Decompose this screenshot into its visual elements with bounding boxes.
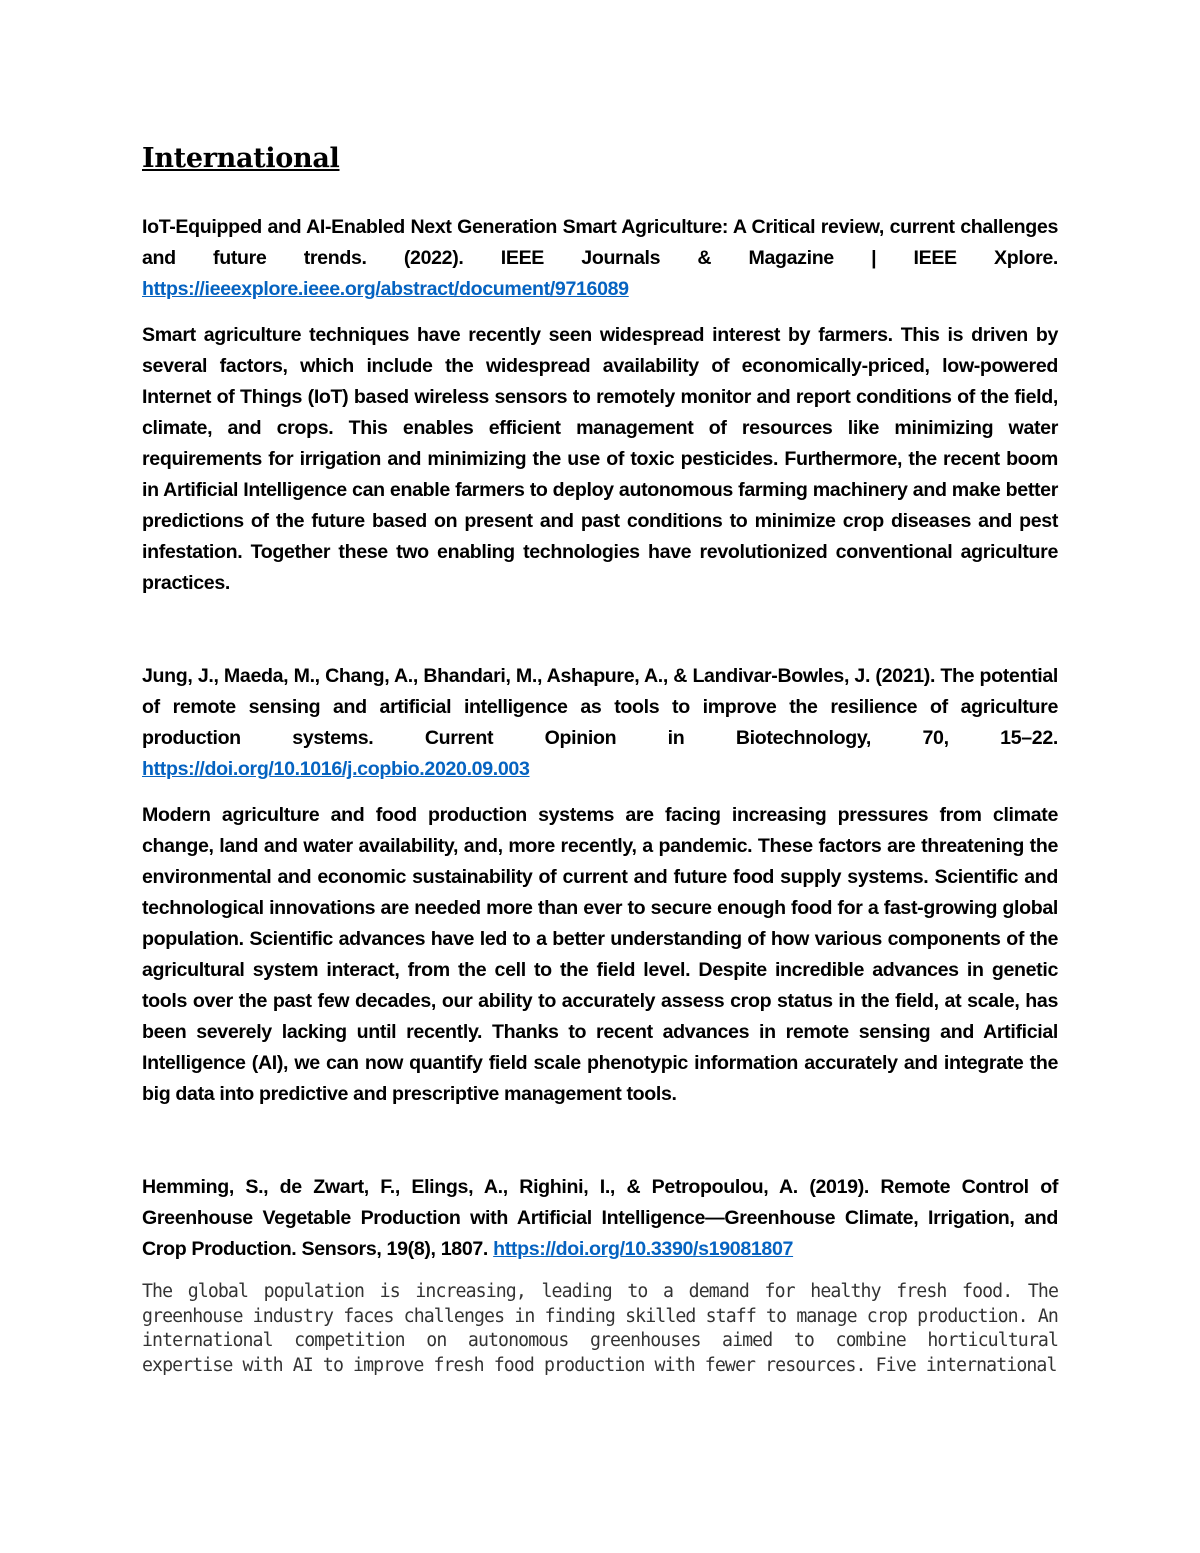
reference-link[interactable]: https://doi.org/10.3390/s19081807: [493, 1238, 794, 1260]
reference-entry-3: [142, 1172, 1058, 1378]
reference-abstract: Modern agriculture and food production systems are facing increasing pressures from climate change, land and water availability, and, more recently, a pandemic. These factors are threatening the environmental and economic sustainability of current and future food supply systems. Scientific and technological innovations are needed more than ever to secure enough food for a fast-growing global population. Scientific advances have led to a better understanding of how various components of the agricultural system interact, from the cell to the field level. Despite incredible advances in genetic tools over the past few decades, our ability to accurately assess crop status in the field, at scale, has been severely lacking until recently. Thanks to recent advances in remote sensing and Artificial Intelligence (AI), we can now quantify field scale phenotypic information accurately and integrate the big data into predictive and prescriptive management tools.: [142, 804, 1058, 1105]
reference-link[interactable]: https://doi.org/10.1016/j.copbio.2020.09.003: [142, 758, 530, 780]
reference-abstract: The global population is increasing, leading to a demand for healthy fresh food. The greenhouse industry faces challenges in finding skilled staff to manage crop production. An international competition on autonomous greenhouses aimed to combine horticultural expertise with AI to improve fresh food production with fewer resources. Five international: [142, 1281, 1058, 1376]
section-heading: International: [142, 143, 340, 174]
reference-entry-2: [142, 661, 1058, 1110]
reference-entry-1: [142, 212, 1058, 599]
reference-citation: [142, 1172, 1058, 1265]
reference-link[interactable]: https://ieeexplore.ieee.org/abstract/document/9716089: [142, 278, 629, 300]
reference-citation: [142, 661, 1058, 785]
reference-abstract: Smart agriculture techniques have recently seen widespread interest by farmers. This is driven by several factors, which include the widespread availability of economically-priced, low-powered Internet of Things (IoT) based wireless sensors to remotely monitor and report conditions of the field, climate, and crops. This enables efficient management of resources like minimizing water requirements for irrigation and minimizing the use of toxic pesticides. Furthermore, the recent boom in Artificial Intelligence can enable farmers to deploy autonomous farming machinery and make better predictions of the future based on present and past conditions to minimize crop diseases and pest infestation. Together these two enabling technologies have revolutionized conventional agriculture practices.: [142, 324, 1058, 594]
citation-text: Jung, J., Maeda, M., Chang, A., Bhandari, M., Ashapure, A., & Landivar-Bowles, J. (2021). The potential of remote sensing and artificial intelligence as tools to improve the resilience of agriculture production systems. Current Opinion in Biotechnology, 70, 15–22.: [142, 665, 1058, 749]
document-content: [142, 140, 1058, 1378]
citation-text: Hemming, S., de Zwart, F., Elings, A., Righini, I., & Petropoulou, A. (2019). Remote Control of Greenhouse Vegetable Production with Artificial Intelligence—Greenhouse Climate, Irrigation, and Crop Production. Sensors, 19(8), 1807.: [142, 1176, 1058, 1260]
citation-text: IoT-Equipped and AI-Enabled Next Generation Smart Agriculture: A Critical review, current challenges and future trends. (2022). IEEE Journals & Magazine | IEEE Xplore.: [142, 216, 1058, 269]
reference-citation: [142, 212, 1058, 305]
